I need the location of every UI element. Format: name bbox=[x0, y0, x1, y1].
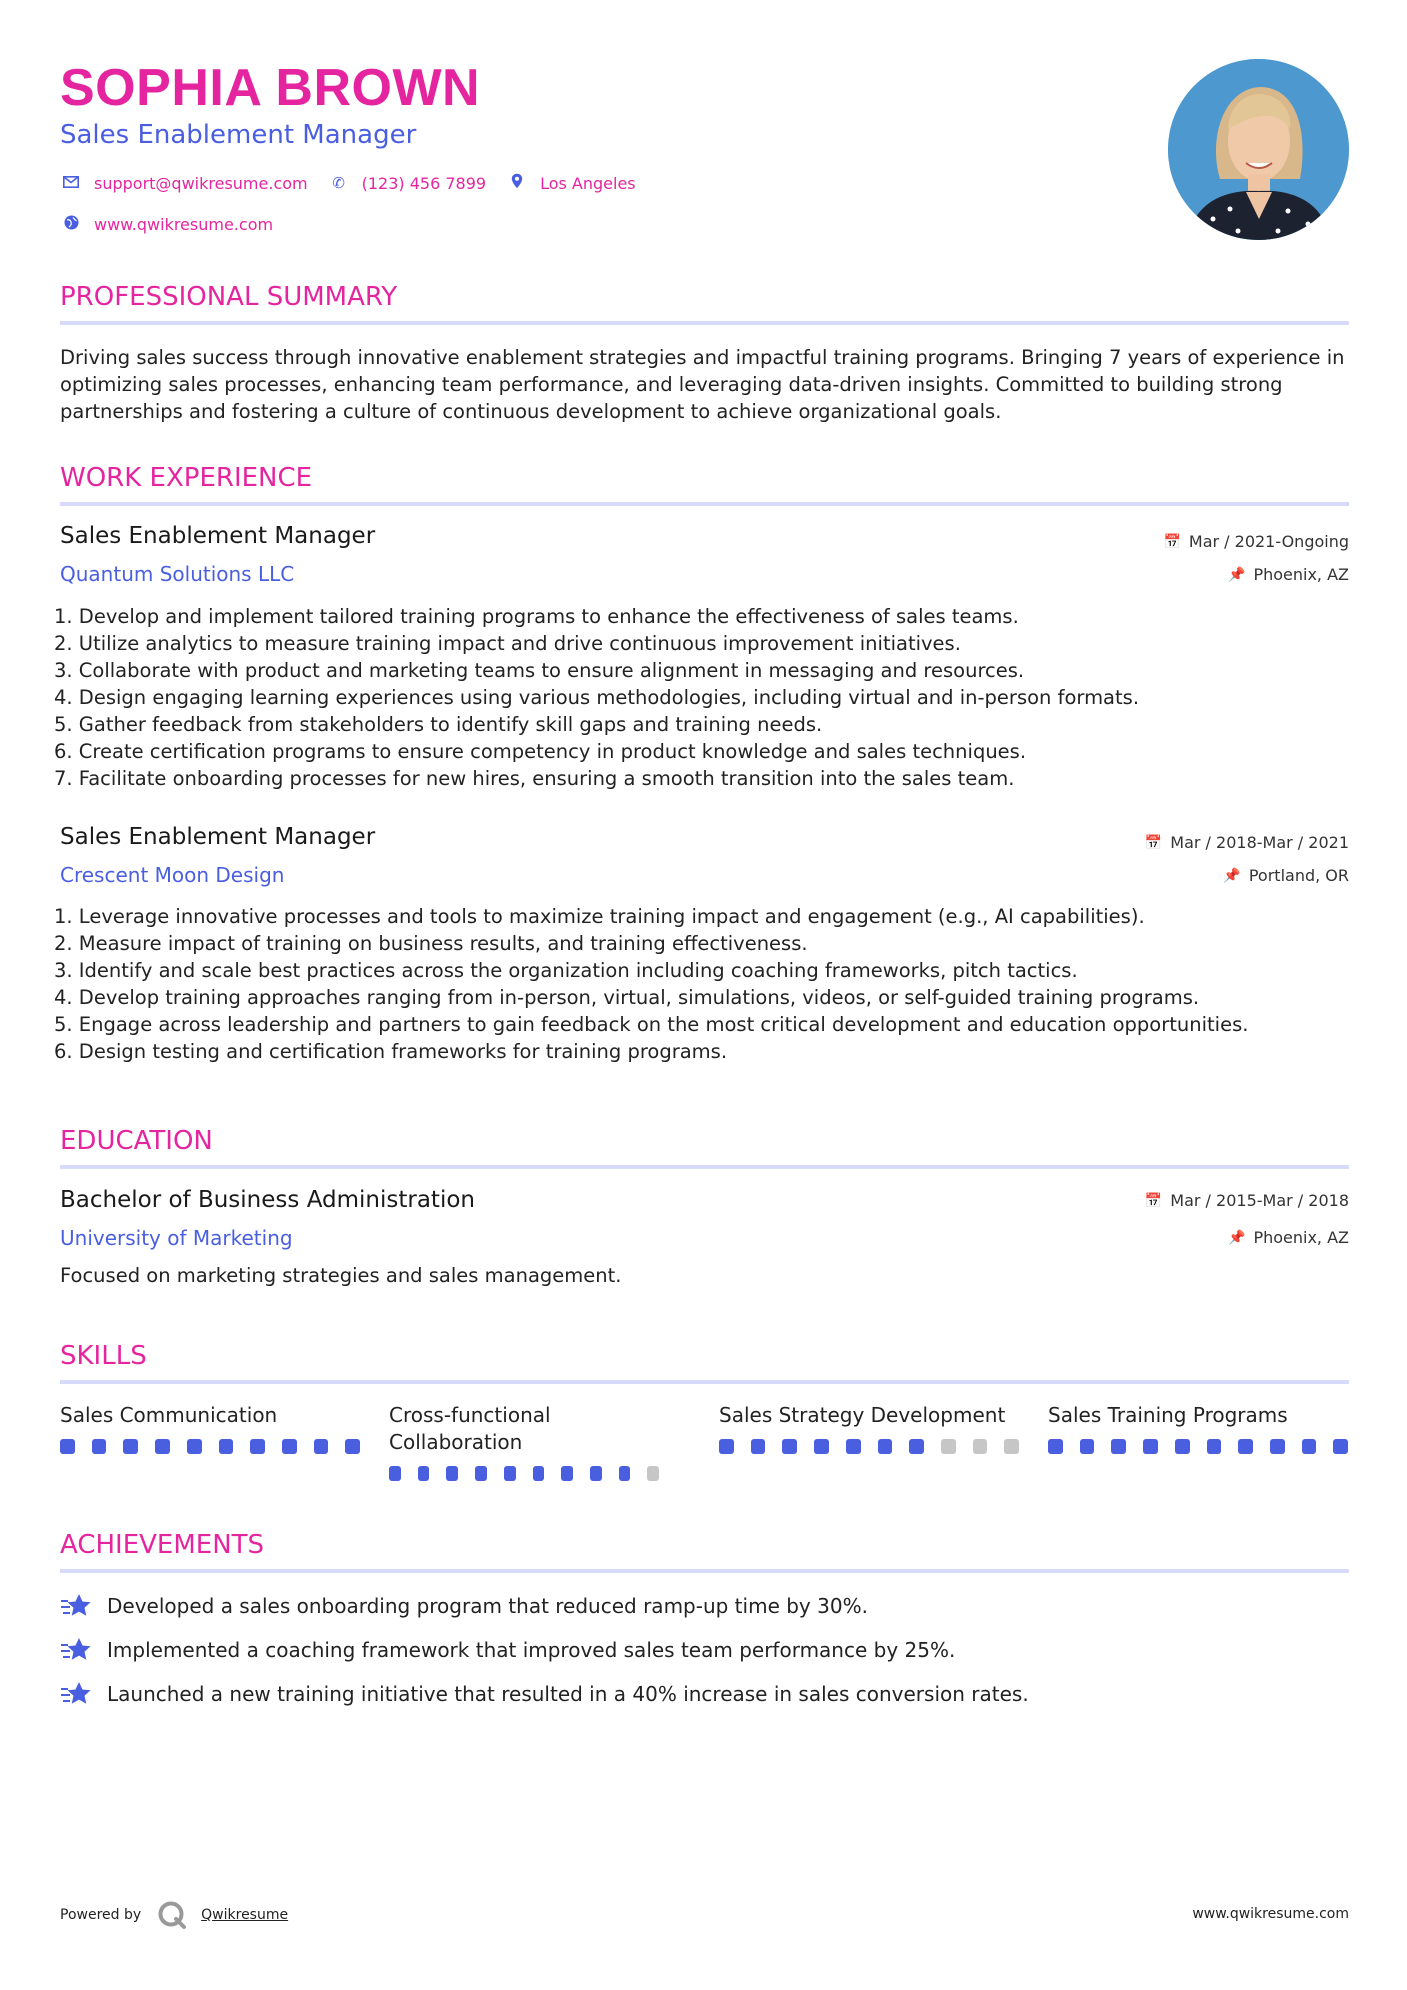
skill-dot-filled bbox=[418, 1466, 430, 1481]
skill-dot-empty bbox=[647, 1466, 659, 1481]
section-divider bbox=[60, 1569, 1349, 1573]
skill-dot-filled bbox=[389, 1466, 401, 1481]
degree-title: Bachelor of Business Administration bbox=[60, 1187, 475, 1213]
skill-dot-filled bbox=[1270, 1439, 1285, 1454]
company-name: Quantum Solutions LLC bbox=[60, 562, 295, 586]
skill-dot-filled bbox=[782, 1439, 797, 1454]
job-dates bbox=[1163, 532, 1349, 551]
skill-name: Sales Training Programs bbox=[1048, 1403, 1288, 1427]
calendar-icon: 📅 bbox=[1144, 834, 1163, 851]
mail-icon bbox=[60, 174, 82, 192]
achievement-text: Developed a sales onboarding program that reduced ramp-up time by 30%. bbox=[107, 1594, 868, 1618]
skill-dot-filled bbox=[250, 1439, 265, 1454]
education-dates-text: Mar / 2015-Mar / 2018 bbox=[1170, 1191, 1349, 1210]
skill-dot-filled bbox=[590, 1466, 602, 1481]
skill-dot-filled bbox=[187, 1439, 202, 1454]
skill-name: Sales Communication bbox=[60, 1403, 278, 1427]
job-location-text: Portland, OR bbox=[1248, 866, 1349, 885]
email-link[interactable]: support@qwikresume.com bbox=[94, 173, 308, 193]
skill-dot-filled bbox=[504, 1466, 516, 1481]
skill-dot-filled bbox=[814, 1439, 829, 1454]
location-text: Los Angeles bbox=[540, 173, 636, 193]
job-dates-text: Mar / 2021-Ongoing bbox=[1188, 532, 1349, 551]
list-item: 5. Gather feedback from stakeholders to identify skill gaps and training needs. bbox=[54, 713, 823, 736]
summary-text: Driving sales success through innovative enablement strategies and impactful training programs. Bringing 7 years of experience in optimizing sales processes, enhancing team performance, and leveraging data-driven insights. Committed to building strong partnerships and fostering a culture of continuous development to achieve organizational goals. bbox=[60, 346, 1345, 423]
list-item: 1. Develop and implement tailored training programs to enhance the effectiveness of sales teams. bbox=[54, 605, 1019, 628]
skill-dot-filled bbox=[1143, 1439, 1158, 1454]
skill-rating bbox=[719, 1439, 1019, 1454]
section-divider bbox=[60, 502, 1349, 506]
skill-dot-filled bbox=[1111, 1439, 1126, 1454]
section-divider bbox=[60, 321, 1349, 325]
list-item: 6. Create certification programs to ensure competency in product knowledge and sales techniques. bbox=[54, 740, 1027, 763]
pushpin-icon: 📌 bbox=[1228, 566, 1246, 583]
pushpin-icon: 📌 bbox=[1228, 1229, 1246, 1246]
skill-dot-filled bbox=[60, 1439, 75, 1454]
candidate-title: Sales Enablement Manager bbox=[60, 120, 417, 150]
job-title: Sales Enablement Manager bbox=[60, 523, 376, 549]
skill-dot-filled bbox=[1238, 1439, 1253, 1454]
skill-name: Cross-functional Collaboration bbox=[389, 1403, 551, 1454]
skill-dot-filled bbox=[1048, 1439, 1063, 1454]
pushpin-icon: 📌 bbox=[1223, 867, 1241, 884]
education-description: Focused on marketing strategies and sales management. bbox=[60, 1264, 622, 1287]
website-row bbox=[60, 215, 293, 234]
section-divider bbox=[60, 1380, 1349, 1384]
location-pin-icon bbox=[506, 173, 528, 193]
skill-dot-filled bbox=[92, 1439, 107, 1454]
job-bullets bbox=[54, 903, 1354, 1065]
skill-item bbox=[389, 1402, 659, 1481]
skill-dot-filled bbox=[878, 1439, 893, 1454]
skill-dot-filled bbox=[751, 1439, 766, 1454]
section-title-education: EDUCATION bbox=[60, 1126, 213, 1156]
job-title: Sales Enablement Manager bbox=[60, 824, 376, 850]
skill-dot-filled bbox=[1333, 1439, 1348, 1454]
education-location-text: Phoenix, AZ bbox=[1253, 1228, 1349, 1247]
list-item: 4. Design engaging learning experiences using various methodologies, including virtual and in-person formats. bbox=[54, 686, 1140, 709]
skill-item bbox=[1048, 1402, 1348, 1454]
skill-dot-filled bbox=[909, 1439, 924, 1454]
school-name: University of Marketing bbox=[60, 1226, 293, 1250]
section-title-experience: WORK EXPERIENCE bbox=[60, 463, 313, 493]
achievement-item bbox=[60, 1592, 868, 1620]
skill-item bbox=[60, 1402, 360, 1454]
skill-dot-filled bbox=[1080, 1439, 1095, 1454]
skill-dot-filled bbox=[219, 1439, 234, 1454]
profile-photo bbox=[1168, 59, 1349, 240]
education-location bbox=[1228, 1228, 1349, 1247]
skill-dot-filled bbox=[345, 1439, 360, 1454]
skill-dot-filled bbox=[1207, 1439, 1222, 1454]
phone-text: (123) 456 7899 bbox=[361, 173, 487, 193]
candidate-name: SOPHIA BROWN bbox=[60, 59, 481, 117]
skill-dot-filled bbox=[1302, 1439, 1317, 1454]
job-bullets bbox=[54, 603, 1354, 792]
skill-dot-filled bbox=[123, 1439, 138, 1454]
job-dates bbox=[1145, 833, 1349, 852]
contact-row bbox=[60, 173, 656, 193]
footer-website[interactable]: www.qwikresume.com bbox=[1192, 1906, 1349, 1922]
star-icon bbox=[60, 1680, 92, 1708]
job-location bbox=[1228, 565, 1349, 584]
website-link[interactable]: www.qwikresume.com bbox=[94, 215, 274, 234]
skill-rating bbox=[60, 1439, 360, 1454]
achievement-text: Launched a new training initiative that resulted in a 40% increase in sales conversion rates. bbox=[107, 1682, 1029, 1706]
list-item: 7. Facilitate onboarding processes for new hires, ensuring a smooth transition into the sales team. bbox=[54, 767, 1015, 790]
list-item: 6. Design testing and certification frameworks for training programs. bbox=[54, 1040, 728, 1063]
footer-powered-by bbox=[60, 1900, 288, 1930]
list-item: 1. Leverage innovative processes and tools to maximize training impact and engagement (e.g., AI capabilities). bbox=[54, 905, 1145, 928]
star-icon bbox=[60, 1636, 92, 1664]
skill-dot-filled bbox=[475, 1466, 487, 1481]
list-item: 5. Engage across leadership and partners to gain feedback on the most critical development and education opportunities. bbox=[54, 1013, 1249, 1036]
achievement-item bbox=[60, 1680, 1029, 1708]
calendar-icon: 📅 bbox=[1163, 533, 1181, 550]
powered-by-label: Powered by bbox=[60, 1907, 142, 1923]
list-item: 2. Measure impact of training on business results, and training effectiveness. bbox=[54, 932, 808, 955]
skill-dot-filled bbox=[1175, 1439, 1190, 1454]
section-title-summary: PROFESSIONAL SUMMARY bbox=[60, 282, 398, 312]
skill-dot-filled bbox=[446, 1466, 458, 1481]
globe-icon bbox=[60, 215, 82, 234]
qwikresume-logo-icon bbox=[157, 1900, 187, 1930]
section-divider bbox=[60, 1165, 1349, 1169]
job-location bbox=[1223, 866, 1349, 885]
skill-dot-filled bbox=[846, 1439, 861, 1454]
job-location-text: Phoenix, AZ bbox=[1253, 565, 1349, 584]
section-title-achievements: ACHIEVEMENTS bbox=[60, 1530, 265, 1560]
list-item: 3. Identify and scale best practices across the organization including coaching frameworks, pitch tactics. bbox=[54, 959, 1078, 982]
calendar-icon: 📅 bbox=[1144, 1192, 1163, 1209]
skill-dot-empty bbox=[1004, 1439, 1019, 1454]
skill-dot-filled bbox=[314, 1439, 329, 1454]
education-dates bbox=[1145, 1191, 1349, 1210]
achievement-text: Implemented a coaching framework that improved sales team performance by 25%. bbox=[107, 1638, 956, 1662]
list-item: 4. Develop training approaches ranging from in-person, virtual, simulations, videos, or self-guided training programs. bbox=[54, 986, 1200, 1009]
skill-dot-filled bbox=[533, 1466, 545, 1481]
star-icon bbox=[60, 1592, 92, 1620]
skill-dot-filled bbox=[282, 1439, 297, 1454]
skill-dot-empty bbox=[941, 1439, 956, 1454]
skill-rating bbox=[1048, 1439, 1348, 1454]
skill-item bbox=[719, 1402, 1019, 1454]
skill-dot-empty bbox=[973, 1439, 988, 1454]
skill-rating bbox=[389, 1466, 659, 1481]
phone-icon: ✆ bbox=[332, 174, 345, 192]
skill-name: Sales Strategy Development bbox=[719, 1403, 1006, 1427]
list-item: 3. Collaborate with product and marketing teams to ensure alignment in messaging and resources. bbox=[54, 659, 1025, 682]
qwikresume-link[interactable]: Qwikresume bbox=[201, 1907, 289, 1923]
company-name: Crescent Moon Design bbox=[60, 863, 285, 887]
skill-dot-filled bbox=[619, 1466, 631, 1481]
skill-dot-filled bbox=[155, 1439, 170, 1454]
job-dates-text: Mar / 2018-Mar / 2021 bbox=[1170, 833, 1349, 852]
section-title-skills: SKILLS bbox=[60, 1341, 147, 1371]
achievement-item bbox=[60, 1636, 955, 1664]
list-item: 2. Utilize analytics to measure training impact and drive continuous improvement initiatives. bbox=[54, 632, 961, 655]
skill-dot-filled bbox=[561, 1466, 573, 1481]
skill-dot-filled bbox=[719, 1439, 734, 1454]
